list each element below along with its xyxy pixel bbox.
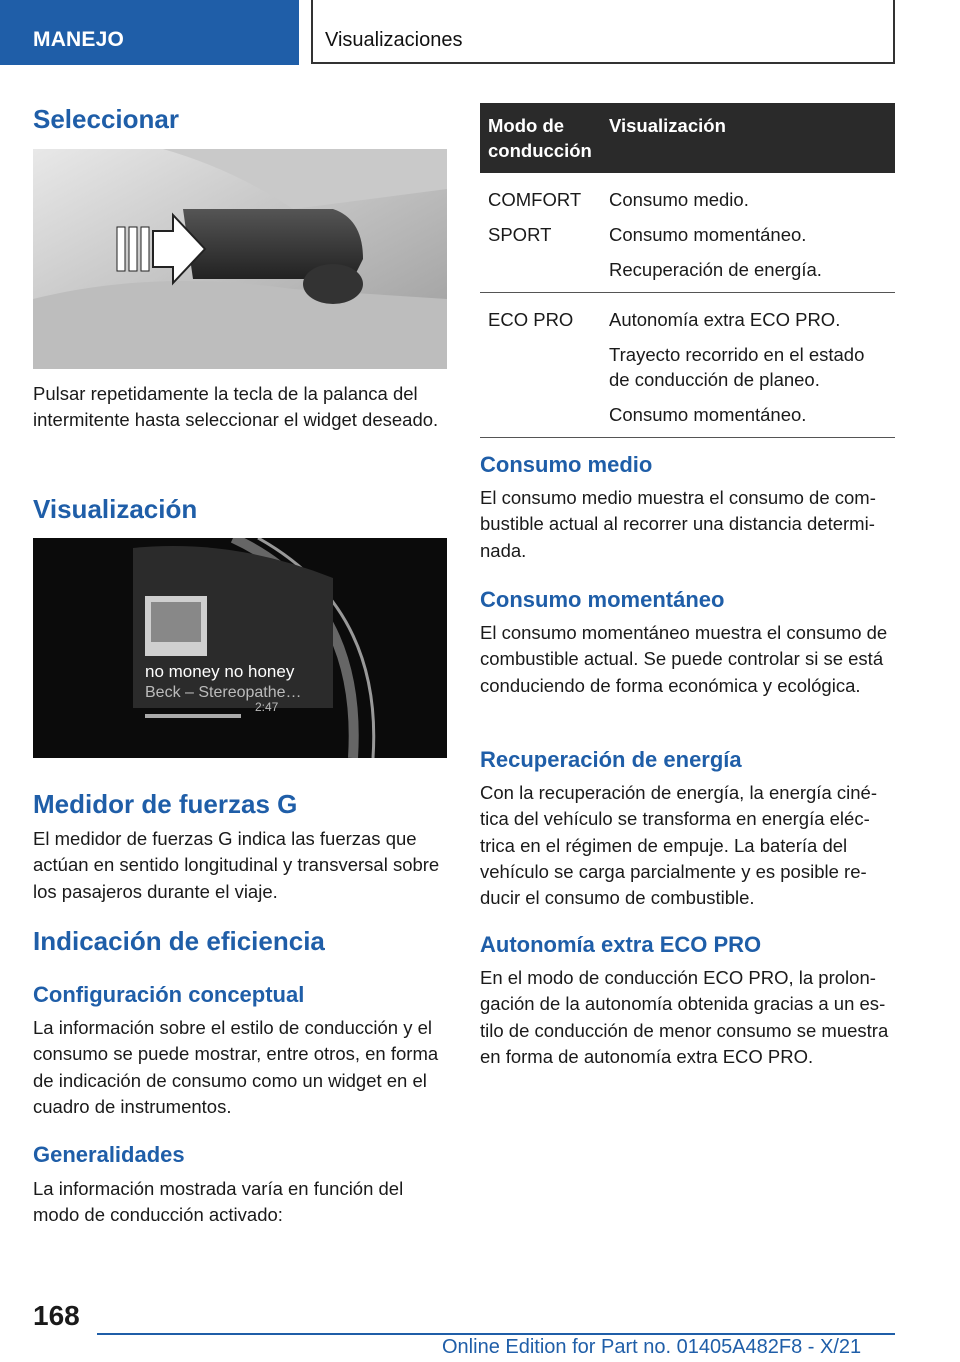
page-number: 168 <box>33 1300 80 1331</box>
table-header-row <box>480 103 895 173</box>
seleccionar-heading: Seleccionar <box>33 104 179 134</box>
recuperacion-text: Con la recuperación de energía, la energía cinética del vehículo se transforma en energía eléctrica en el régimen de empuje. La batería del vehículo se carga parcialmente y es posible reducir el consumo de combustible. <box>480 782 877 909</box>
consumo-medio-text: El consumo medio muestra el consumo de combustible actual al recorrer una distancia determinada. <box>480 487 876 561</box>
indicacion-heading: Indicación de eficiencia <box>33 926 325 956</box>
consumo-mom-text: El consumo momentáneo muestra el consumo de combustible actual. Se puede controlar si se está conduciendo de forma económica y ecológica. <box>480 622 888 696</box>
mode-name: ECO PRO <box>488 309 574 330</box>
display-item: Recuperación de energía. <box>609 259 822 280</box>
display-item: Consumo momentáneo. <box>609 224 807 245</box>
footer-rule <box>97 1333 895 1335</box>
visualizacion-heading: Visualización <box>33 494 198 524</box>
track-title: no money no honey <box>145 662 295 681</box>
table-cell-displays <box>601 173 895 293</box>
display-item: Trayecto recorrido en el estado de conducción de planeo. <box>609 344 865 390</box>
chapter-tab <box>311 0 895 64</box>
seleccionar-text: Pulsar repetidamente la tecla de la palanca del intermitente hasta seleccionar el widget deseado. <box>33 383 439 431</box>
section-label: MANEJO <box>33 28 125 51</box>
table-cell-displays <box>601 293 895 438</box>
table-cell-modes <box>480 173 601 293</box>
section-tab <box>0 0 299 65</box>
mode-name: COMFORT <box>488 189 582 210</box>
generalidades-text: La información mostrada varía en función del modo de conducción activado: <box>33 1178 404 1226</box>
table-row <box>480 293 895 438</box>
generalidades-heading: Generalidades <box>33 1142 185 1167</box>
consumo-medio-heading: Consumo medio <box>480 452 653 477</box>
display-item: Consumo medio. <box>609 189 749 210</box>
autonomia-text: En el modo de conducción ECO PRO, la prolongación de la autonomía obtenida gracias a un estilo de conducción de menor consumo se muestra en forma de autonomía extra ECO PRO. <box>480 967 889 1067</box>
config-text: La información sobre el estilo de conducción y el consumo se puede mostrar, entre otros, en forma de indicación de consumo como un widget en el cuadro de instrumentos. <box>33 1017 439 1117</box>
mode-name: SPORT <box>488 224 552 245</box>
table-header-mode: Modo de conducción <box>480 103 601 173</box>
instrument-display-photo <box>33 538 447 758</box>
medidor-text: El medidor de fuerzas G indica las fuerzas que actúan en sentido longitudinal y transversal sobre los pasajeros durante el viaje. <box>33 828 440 902</box>
medidor-heading: Medidor de fuerzas G <box>33 789 298 819</box>
table-cell-modes <box>480 293 601 438</box>
driving-mode-table <box>480 103 895 438</box>
display-illustration <box>33 538 447 758</box>
display-item: Autonomía extra ECO PRO. <box>609 309 841 330</box>
display-item: Consumo momentáneo. <box>609 404 807 425</box>
chapter-label: Visualizaciones <box>325 29 463 51</box>
config-heading: Configuración conceptual <box>33 982 305 1007</box>
consumo-mom-heading: Consumo momentáneo <box>480 587 725 612</box>
edition-text: Online Edition for Part no. 01405A482F8 - X/21 <box>442 1336 862 1358</box>
lever-illustration <box>33 149 447 369</box>
autonomia-heading: Autonomía extra ECO PRO <box>480 932 762 957</box>
recuperacion-heading: Recuperación de energía <box>480 747 742 772</box>
track-time: 2:47 <box>255 700 279 714</box>
table-header-display: Visualización <box>601 103 895 173</box>
table-row <box>480 173 895 293</box>
turn-signal-lever-photo <box>33 149 447 369</box>
track-artist: Beck – Stereopathe… <box>145 684 302 701</box>
